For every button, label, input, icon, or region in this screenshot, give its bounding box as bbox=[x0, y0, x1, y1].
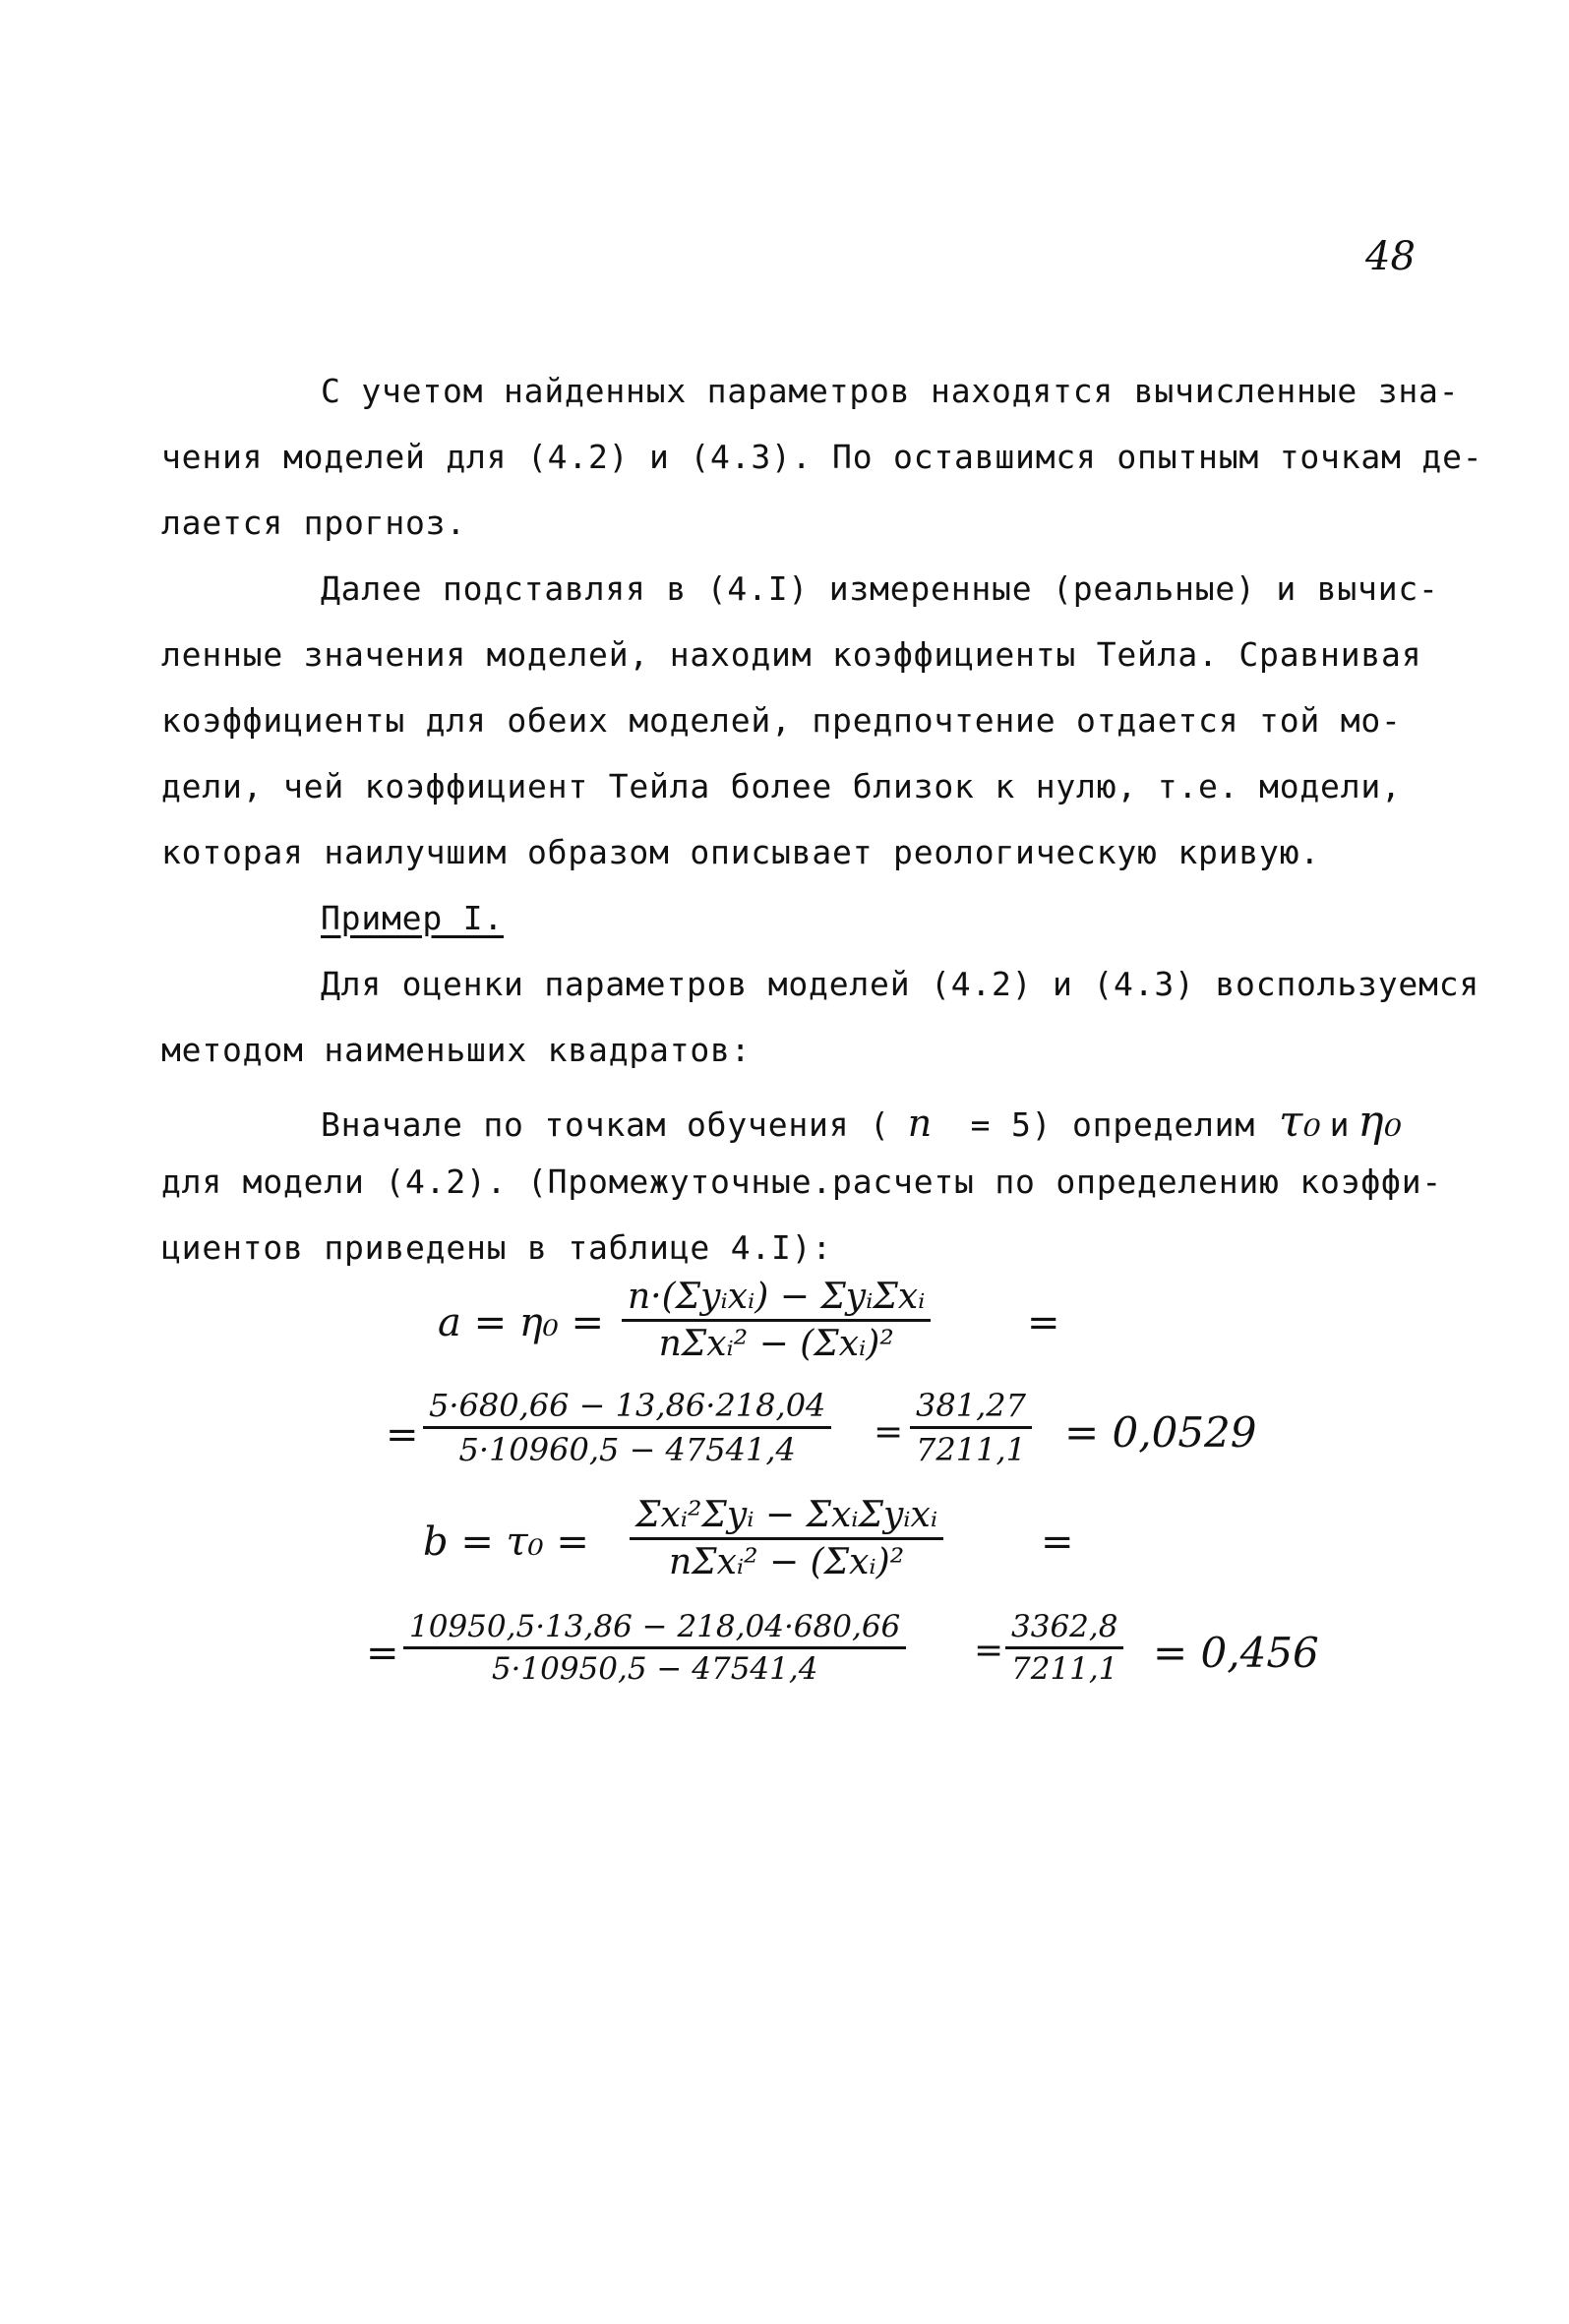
paragraph-line: Для оценки параметров моделей (4.2) и (4.3) воспользуемся bbox=[321, 965, 1480, 1003]
formula-denominator: 7211,1 bbox=[916, 1431, 1026, 1468]
formula-equals: = bbox=[874, 1412, 904, 1453]
formula-b-lhs: b = τ₀ = bbox=[423, 1520, 589, 1565]
formula-equals: = bbox=[366, 1631, 399, 1676]
formula-a-fraction-result bbox=[910, 1387, 1032, 1468]
text-span: Вначале по точкам обучения ( bbox=[321, 1105, 890, 1144]
formula-a-lhs: a = η₀ = bbox=[438, 1300, 605, 1345]
formula-b-fraction bbox=[630, 1495, 943, 1582]
paragraph-line: которая наилучшим образом описывает реологическую кривую. bbox=[161, 833, 1321, 871]
formula-numerator: n·(Σyᵢxᵢ) − ΣyᵢΣxᵢ bbox=[622, 1277, 931, 1322]
eta-zero-symbol: η₀ bbox=[1358, 1097, 1403, 1147]
formula-numerator: 5·680,66 − 13,86·218,04 bbox=[423, 1387, 831, 1429]
paragraph-line bbox=[321, 1097, 1403, 1147]
example-heading: Пример I. bbox=[321, 899, 505, 937]
formula-denominator: nΣxᵢ² − (Σxᵢ)² bbox=[658, 1324, 894, 1364]
formula-equals: = bbox=[386, 1412, 419, 1458]
page-number: 48 bbox=[1365, 234, 1416, 279]
formula-denominator: 7211,1 bbox=[1011, 1651, 1118, 1687]
paragraph-line: дели, чей коэффициент Тейла более близок к нулю, т.е. модели, bbox=[161, 767, 1402, 805]
n-symbol: n bbox=[907, 1102, 933, 1145]
formula-numerator: 3362,8 bbox=[1005, 1609, 1123, 1649]
paragraph-line: ленные значения моделей, находим коэффициенты Тейла. Сравнивая bbox=[161, 635, 1422, 674]
paragraph-line: лается прогноз. bbox=[161, 504, 467, 542]
paragraph-line: С учетом найденных параметров находятся вычисленные зна- bbox=[321, 372, 1460, 410]
formula-numerator: Σxᵢ²Σyᵢ − ΣxᵢΣyᵢxᵢ bbox=[630, 1495, 943, 1540]
paragraph-line: коэффициенты для обеих моделей, предпочтение отдается той мо- bbox=[161, 701, 1402, 740]
formula-equals: = bbox=[1027, 1300, 1060, 1345]
formula-a-result: = 0,0529 bbox=[1064, 1408, 1257, 1457]
formula-denominator: 5·10960,5 − 47541,4 bbox=[458, 1431, 796, 1468]
formula-denominator: 5·10950,5 − 47541,4 bbox=[491, 1651, 818, 1687]
formula-numerator: 10950,5·13,86 − 218,04·680,66 bbox=[403, 1609, 906, 1649]
formula-b-fraction-result bbox=[1005, 1609, 1123, 1687]
text-span: и bbox=[1329, 1105, 1351, 1144]
paragraph-line: чения моделей для (4.2) и (4.3). По оставшимся опытным точкам де- bbox=[161, 438, 1483, 476]
paragraph-line: циентов приведены в таблице 4.I): bbox=[161, 1228, 833, 1267]
formula-equals: = bbox=[974, 1631, 1004, 1671]
formula-numerator: 381,27 bbox=[910, 1387, 1032, 1429]
formula-a-fraction bbox=[622, 1277, 931, 1364]
paragraph-line: Далее подставляя в (4.I) измеренные (реальные) и вычис- bbox=[321, 569, 1439, 608]
text-span: = 5) определим bbox=[949, 1105, 1255, 1144]
paragraph-line: методом наименьших квадратов: bbox=[161, 1031, 752, 1069]
tau-zero-symbol: τ₀ bbox=[1279, 1097, 1322, 1147]
formula-b-fraction-values bbox=[403, 1609, 906, 1687]
paragraph-line: для модели (4.2). (Промежуточные.расчеты по определению коэффи- bbox=[161, 1162, 1443, 1201]
formula-b-result: = 0,456 bbox=[1153, 1629, 1319, 1677]
formula-denominator: nΣxᵢ² − (Σxᵢ)² bbox=[668, 1542, 905, 1582]
formula-a-fraction-values bbox=[423, 1387, 831, 1468]
formula-equals: = bbox=[1041, 1520, 1074, 1565]
